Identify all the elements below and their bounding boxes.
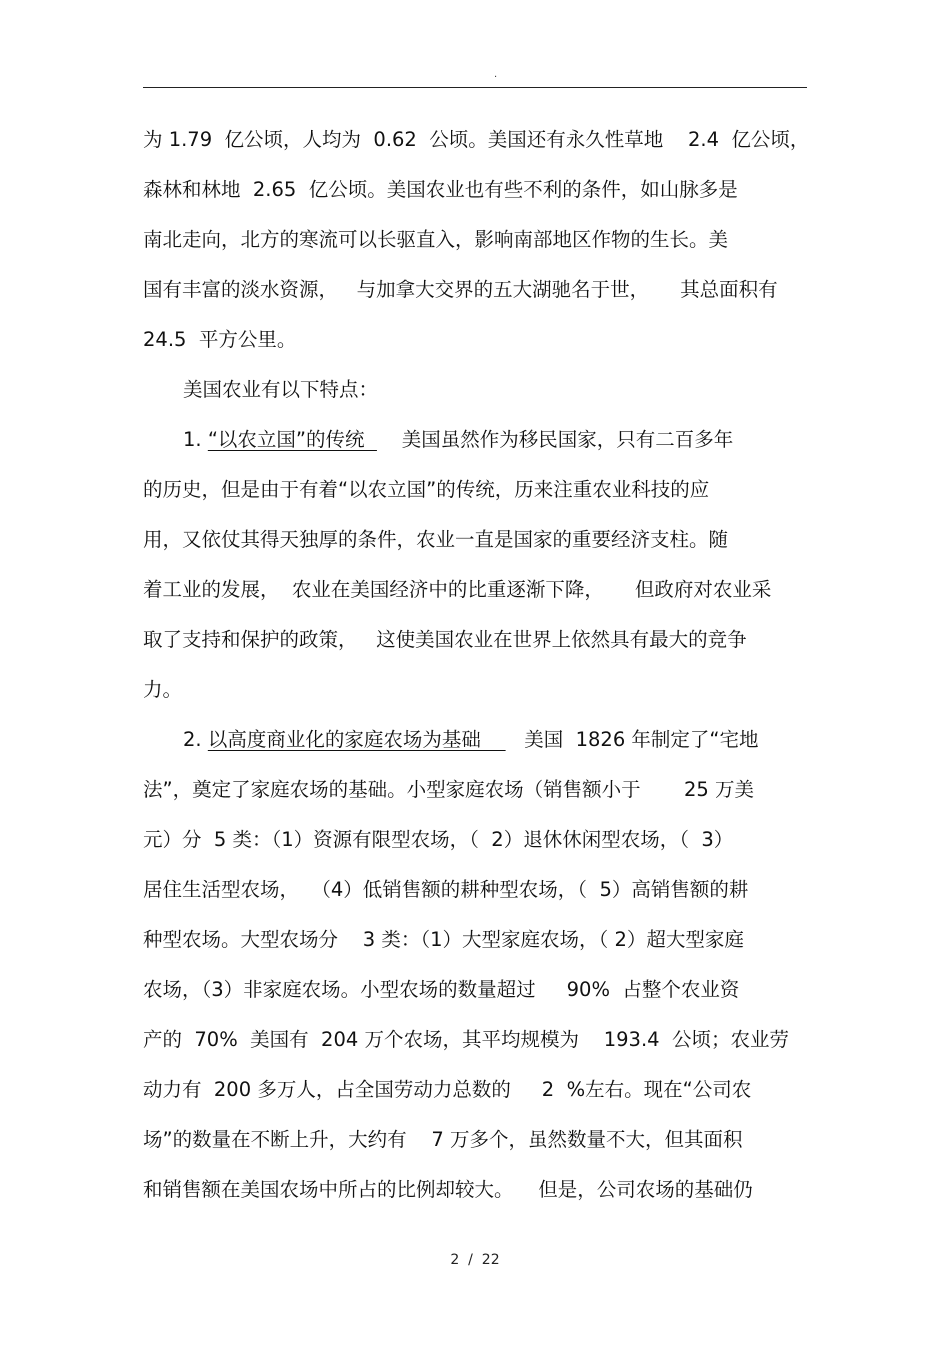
- section-2-heading: 以高度商业化的家庭农场为基础: [207, 728, 506, 751]
- section-1-text: 美国虽然作为移民国家，只有二百多年: [376, 428, 734, 451]
- header-mark: .: [494, 69, 498, 80]
- section-2-first-line: [143, 715, 807, 765]
- text-line: 的历史，但是由于有着“以农立国”的传统，历来注重农业科技的应: [143, 478, 710, 501]
- text-line: 力。: [143, 678, 183, 701]
- text-line: 农场，（3）非家庭农场。小型农场的数量超过 90% 占整个农业资: [143, 978, 740, 1001]
- features-intro: 美国农业有以下特点：: [183, 378, 379, 401]
- text-line: 南北走向，北方的寒流可以长驱直入，影响南部地区作物的生长。美: [143, 228, 729, 251]
- text-line: 场”的数量在不断上升，大约有 7 万多个，虽然数量不大，但其面积: [143, 1128, 743, 1151]
- text-line: 动力有 200 多万人，占全国劳动力总数的 2 %左右。现在“公司农: [143, 1078, 752, 1101]
- text-line: 国有丰富的淡水资源， 与加拿大交界的五大湖驰名于世， 其总面积有: [143, 278, 778, 301]
- section-2-text: 美国 1826 年制定了“宅地: [505, 728, 759, 751]
- section-1-heading: “以农立国”的传统: [207, 428, 377, 451]
- text-line: 居住生活型农场， （4）低销售额的耕种型农场，（ 5）高销售额的耕: [143, 878, 749, 901]
- text-line: 为 1.79 亿公顷，人均为 0.62 公顷。美国还有永久性草地 2.4 亿公顷，: [143, 128, 810, 151]
- text-line: 森林和林地 2.65 亿公顷。美国农业也有些不利的条件，如山脉多是: [143, 178, 738, 201]
- text-line: 用，又依仗其得天独厚的条件，农业一直是国家的重要经济支柱。随: [143, 528, 729, 551]
- text-line: 和销售额在美国农场中所占的比例却较大。 但是，公司农场的基础仍: [143, 1178, 753, 1201]
- text-line: 24.5 平方公里。: [143, 328, 297, 351]
- text-line: 法”，奠定了家庭农场的基础。小型家庭农场（销售额小于 25 万美: [143, 778, 755, 801]
- text-line: 元）分 5 类：（1）资源有限型农场，（ 2）退休休闲型农场，（ 3）: [143, 828, 734, 851]
- text-line: 种型农场。大型农场分 3 类：（1）大型家庭农场，（ 2）超大型家庭: [143, 928, 744, 951]
- text-line: 着工业的发展， 农业在美国经济中的比重逐渐下降， 但政府对农业采: [143, 578, 772, 601]
- section-2-number: 2.: [183, 728, 208, 751]
- page-number: 2 / 22: [450, 1252, 500, 1268]
- section-1-first-line: [143, 415, 807, 465]
- section-1-number: 1.: [183, 428, 208, 451]
- page-body: [143, 115, 810, 1215]
- text-line: 产的 70% 美国有 204 万个农场，其平均规模为 193.4 公顷；农业劳: [143, 1028, 789, 1051]
- text-line: 取了支持和保护的政策， 这使美国农业在世界上依然具有最大的竞争: [143, 628, 747, 651]
- header-rule: [143, 87, 807, 88]
